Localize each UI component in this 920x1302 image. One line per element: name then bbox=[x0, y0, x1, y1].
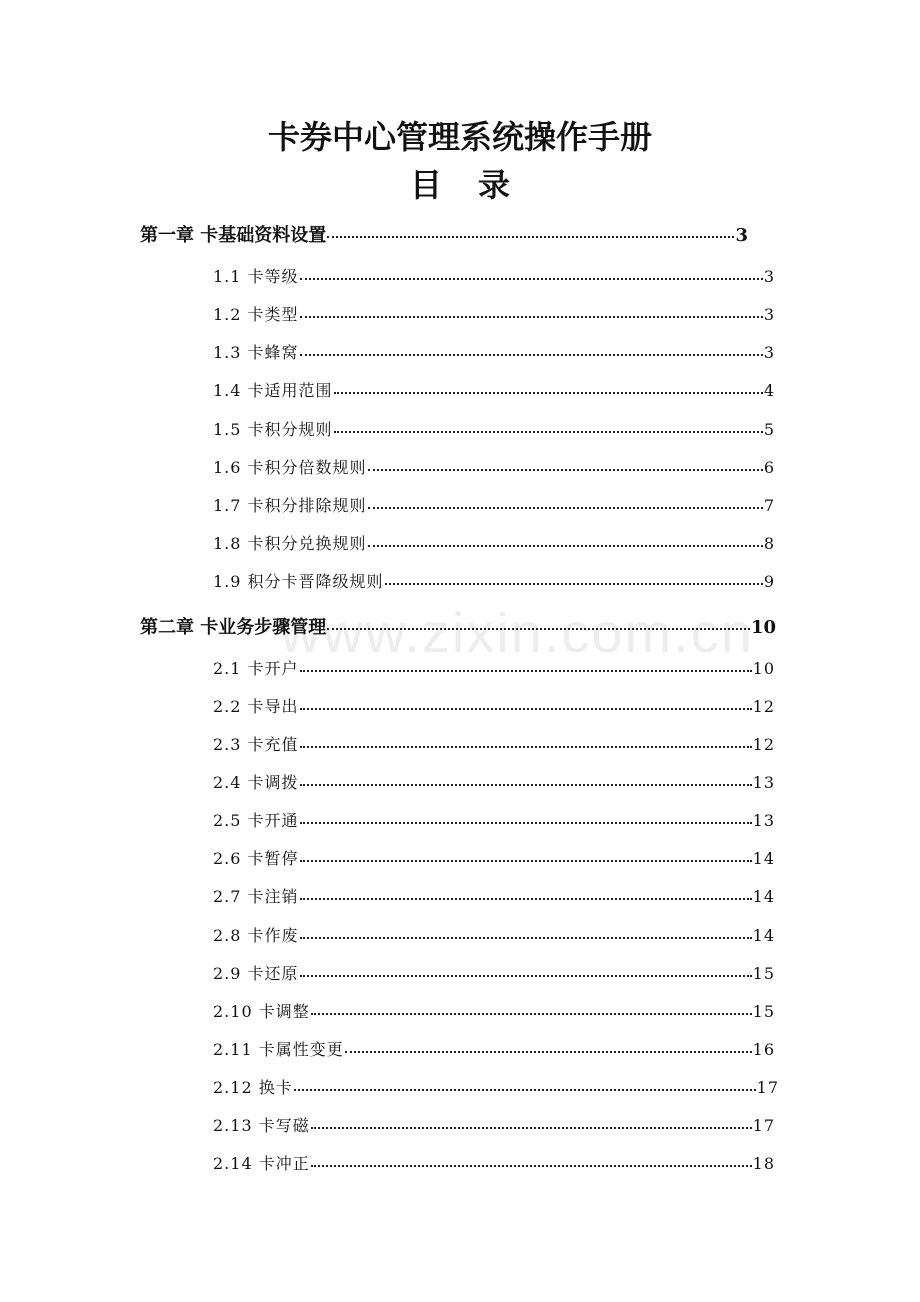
toc-dot-leader bbox=[300, 316, 763, 318]
toc-section-label: 2.5 卡开通 bbox=[213, 811, 299, 830]
toc-section-label: 1.3 卡蜂窝 bbox=[213, 343, 299, 362]
toc-section-label: 2.9 卡还原 bbox=[213, 964, 299, 983]
toc-section-1-7[interactable] bbox=[213, 493, 775, 517]
toc-dot-leader bbox=[334, 392, 763, 394]
toc-section-label: 2.2 卡导出 bbox=[213, 697, 299, 716]
toc-section-label: 2.8 卡作废 bbox=[213, 926, 299, 945]
toc-section-2-4[interactable] bbox=[213, 770, 775, 794]
toc-dot-leader bbox=[300, 937, 752, 939]
toc-dot-leader bbox=[311, 1165, 752, 1167]
toc-section-1-3[interactable] bbox=[213, 340, 775, 364]
toc-section-2-12[interactable] bbox=[213, 1075, 779, 1099]
toc-dot-leader bbox=[311, 1013, 752, 1015]
toc-page-number: 12 bbox=[752, 697, 775, 716]
toc-section-2-6[interactable] bbox=[213, 846, 775, 870]
toc-page-number: 8 bbox=[763, 534, 775, 553]
toc-page-number: 5 bbox=[763, 420, 775, 439]
toc-page-number: 10 bbox=[752, 659, 775, 678]
toc-page-number: 15 bbox=[752, 1002, 775, 1021]
toc-dot-leader bbox=[368, 507, 763, 509]
toc-dot-leader bbox=[300, 278, 763, 280]
toc-section-1-9[interactable] bbox=[213, 569, 775, 593]
toc-section-2-8[interactable] bbox=[213, 923, 775, 947]
toc-section-label: 2.10 卡调整 bbox=[213, 1002, 310, 1021]
toc-section-label: 2.12 换卡 bbox=[213, 1078, 293, 1097]
toc-dot-leader bbox=[345, 1051, 752, 1053]
toc-dot-leader bbox=[385, 583, 763, 585]
toc-section-2-5[interactable] bbox=[213, 808, 775, 832]
toc-dot-leader bbox=[300, 708, 752, 710]
toc-dot-leader bbox=[300, 746, 752, 748]
toc-page-number: 17 bbox=[756, 1078, 779, 1097]
toc-page-number: 17 bbox=[752, 1116, 775, 1135]
toc-dot-leader bbox=[300, 975, 752, 977]
toc-page-number: 3 bbox=[763, 305, 775, 324]
toc-section-2-14[interactable] bbox=[213, 1151, 775, 1175]
toc-section-2-7[interactable] bbox=[213, 884, 775, 908]
toc-dot-leader bbox=[368, 469, 763, 471]
toc-dot-leader bbox=[327, 236, 734, 238]
toc-dot-leader bbox=[327, 628, 750, 630]
toc-page-number: 14 bbox=[752, 887, 775, 906]
toc-page-number: 14 bbox=[752, 926, 775, 945]
toc-page-number: 3 bbox=[735, 225, 748, 246]
toc-section-label: 1.2 卡类型 bbox=[213, 305, 299, 324]
toc-page-number: 10 bbox=[750, 617, 776, 638]
toc-page-number: 3 bbox=[763, 267, 775, 286]
toc-chapter-label: 第一章 卡基础资料设置 bbox=[140, 225, 327, 246]
toc-section-label: 1.4 卡适用范围 bbox=[213, 381, 333, 400]
toc-page-number: 4 bbox=[763, 381, 775, 400]
toc-section-label: 2.11 卡属性变更 bbox=[213, 1040, 344, 1059]
toc-section-label: 2.7 卡注销 bbox=[213, 887, 299, 906]
toc-dot-leader bbox=[300, 898, 752, 900]
toc-section-1-4[interactable] bbox=[213, 378, 775, 402]
toc-dot-leader bbox=[300, 822, 752, 824]
toc-dot-leader bbox=[300, 784, 752, 786]
toc-heading: 目录 bbox=[409, 166, 546, 204]
toc-section-2-9[interactable] bbox=[213, 961, 775, 985]
toc-section-label: 1.5 卡积分规则 bbox=[213, 420, 333, 439]
toc-section-label: 1.7 卡积分排除规则 bbox=[213, 496, 367, 515]
toc-section-2-2[interactable] bbox=[213, 694, 775, 718]
toc-dot-leader bbox=[300, 670, 752, 672]
toc-page-number: 15 bbox=[752, 964, 775, 983]
toc-section-label: 1.6 卡积分倍数规则 bbox=[213, 458, 367, 477]
toc-page-number: 14 bbox=[752, 849, 775, 868]
toc-section-label: 1.1 卡等级 bbox=[213, 267, 299, 286]
toc-chapter-label: 第二章 卡业务步骤管理 bbox=[140, 617, 327, 638]
toc-section-1-8[interactable] bbox=[213, 531, 775, 555]
toc-page-number: 3 bbox=[763, 343, 775, 362]
toc-section-2-1[interactable] bbox=[213, 656, 775, 680]
toc-section-1-5[interactable] bbox=[213, 417, 775, 441]
toc-page-number: 13 bbox=[752, 773, 775, 792]
toc-dot-leader bbox=[300, 860, 752, 862]
toc-section-label: 2.3 卡充值 bbox=[213, 735, 299, 754]
toc-page-number: 9 bbox=[763, 572, 775, 591]
toc-section-label: 1.9 积分卡晋降级规则 bbox=[213, 572, 384, 591]
watermark: www.zixin.com.cn bbox=[280, 601, 754, 664]
toc-section-label: 2.4 卡调拨 bbox=[213, 773, 299, 792]
toc-dot-leader bbox=[311, 1127, 752, 1129]
toc-page-number: 6 bbox=[763, 458, 775, 477]
toc-section-2-11[interactable] bbox=[213, 1037, 775, 1061]
toc-section-label: 2.13 卡写磁 bbox=[213, 1116, 310, 1135]
toc-dot-leader bbox=[368, 545, 763, 547]
document-title: 卡券中心管理系统操作手册 bbox=[267, 118, 652, 156]
toc-page-number: 18 bbox=[752, 1154, 775, 1173]
toc-dot-leader bbox=[294, 1089, 756, 1091]
toc-section-1-2[interactable] bbox=[213, 302, 775, 326]
toc-section-2-3[interactable] bbox=[213, 732, 775, 756]
toc-dot-leader bbox=[334, 431, 763, 433]
toc-section-2-10[interactable] bbox=[213, 999, 775, 1023]
toc-section-label: 2.1 卡开户 bbox=[213, 659, 299, 678]
toc-section-2-13[interactable] bbox=[213, 1113, 775, 1137]
toc-dot-leader bbox=[300, 354, 763, 356]
toc-page-number: 7 bbox=[763, 496, 775, 515]
toc-page-number: 12 bbox=[752, 735, 775, 754]
toc-page-number: 16 bbox=[752, 1040, 775, 1059]
toc-section-1-1[interactable] bbox=[213, 264, 775, 288]
toc-page-number: 13 bbox=[752, 811, 775, 830]
toc-chapter-1[interactable] bbox=[140, 221, 748, 247]
toc-section-label: 2.6 卡暂停 bbox=[213, 849, 299, 868]
toc-chapter-2[interactable] bbox=[140, 613, 776, 639]
toc-section-label: 1.8 卡积分兑换规则 bbox=[213, 534, 367, 553]
toc-section-label: 2.14 卡冲正 bbox=[213, 1154, 310, 1173]
toc-section-1-6[interactable] bbox=[213, 455, 775, 479]
